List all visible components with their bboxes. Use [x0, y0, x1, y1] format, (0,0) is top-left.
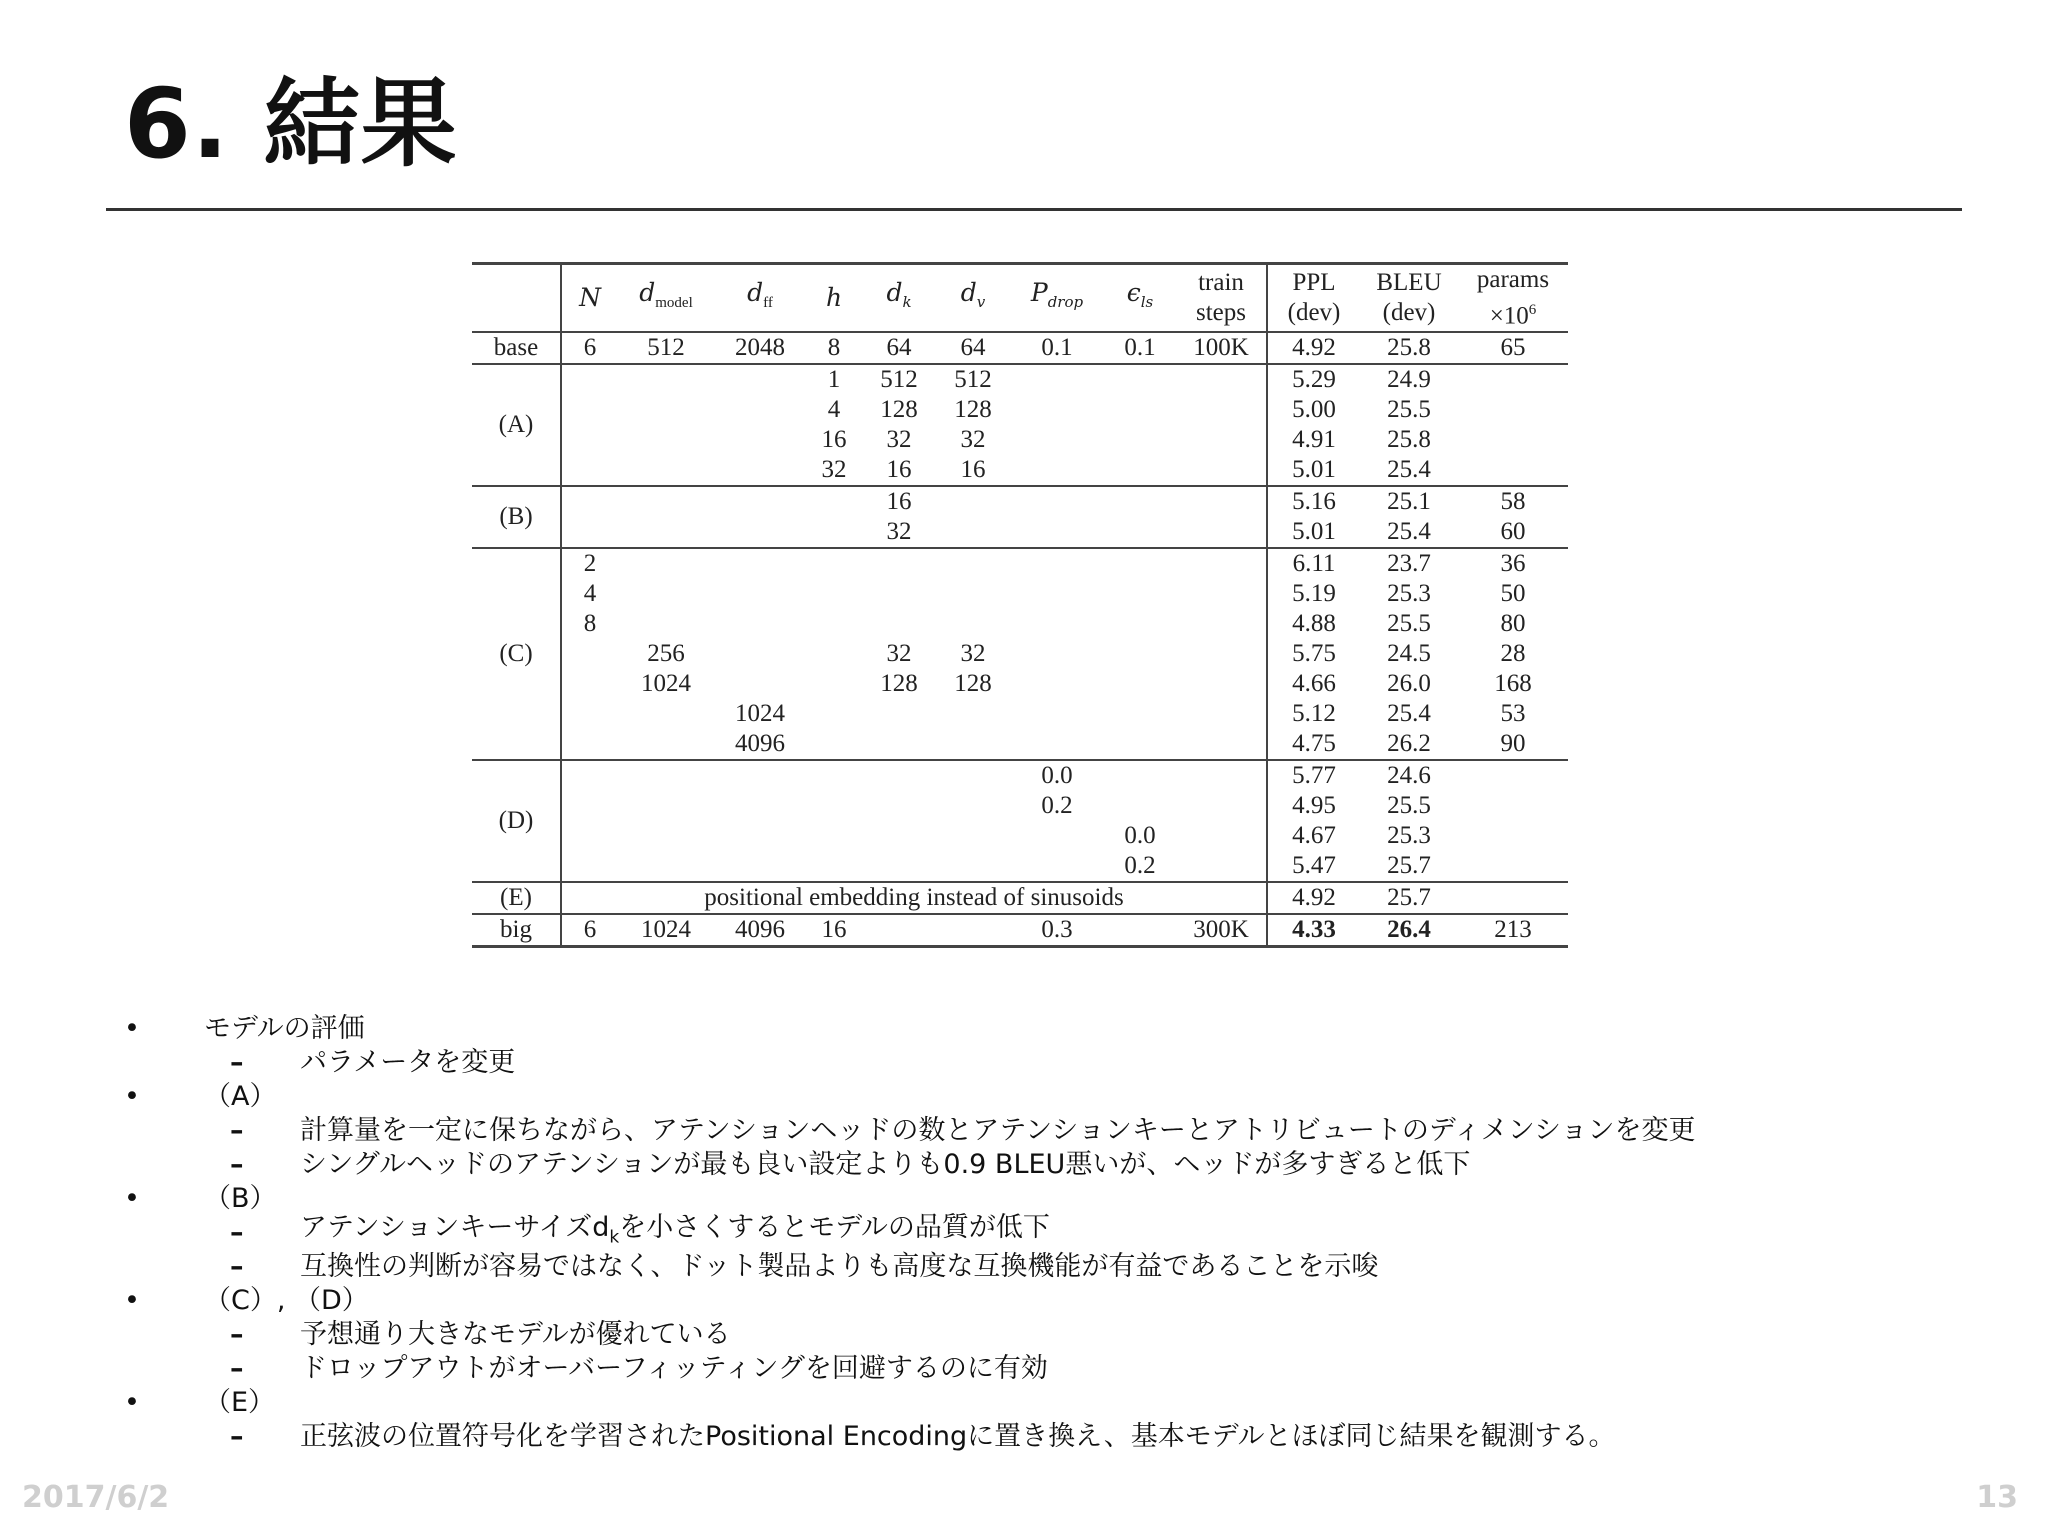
cell-dk: 32 — [886, 518, 912, 546]
header-dk: $d_k$ — [862, 264, 936, 333]
table-row-b — [472, 517, 1568, 548]
row-label: (A) — [472, 364, 561, 486]
cell-h: 16 — [821, 426, 847, 454]
bullet-marker: • — [124, 1183, 140, 1214]
cell-bleu: 25.3 — [1387, 822, 1431, 850]
cell-ppl: 5.01 — [1292, 456, 1336, 484]
table-row-c — [472, 609, 1568, 639]
cell-params: 50 — [1500, 580, 1526, 608]
cell-params: 53 — [1500, 700, 1526, 728]
cell-ppl: 4.67 — [1292, 822, 1336, 850]
cell-params: 60 — [1500, 518, 1526, 546]
cell-ppl: 5.16 — [1267, 486, 1360, 517]
header-empty-cell — [472, 264, 561, 333]
bullet-item — [120, 1012, 2000, 1046]
cell-pdrop: 0.2 — [1041, 792, 1073, 820]
cell-dff: 1024 — [735, 700, 785, 728]
table-row-b — [472, 486, 1568, 517]
cell-e-description: positional embedding instead of sinusoids — [561, 882, 1267, 914]
bullet-marker: • — [124, 1387, 140, 1418]
cell-h: 4 — [827, 396, 841, 424]
slide-title: 6. 結果 — [124, 68, 458, 180]
table-row-a — [472, 364, 1568, 395]
sub-bullet-text: 互換性の判断が容易ではなく、ドット製品よりも高度な互換機能が有益であることを示唆 — [300, 1251, 1379, 1282]
dash-marker: – — [230, 1115, 244, 1146]
cell-ppl: 4.95 — [1292, 792, 1336, 820]
cell-ppl: 5.19 — [1292, 580, 1336, 608]
row-label: (E) — [472, 882, 561, 914]
dash-marker: – — [230, 1319, 244, 1350]
sub-bullet-item — [120, 1114, 2000, 1148]
cell-N: 2 — [561, 548, 618, 579]
sub-bullet-item — [120, 1046, 2000, 1080]
cell-h: 8 — [806, 332, 862, 364]
cell-bleu: 25.3 — [1387, 580, 1431, 608]
cell-dk: 16 — [862, 486, 936, 517]
table-row-c — [472, 669, 1568, 699]
cell-dv: 16 — [960, 456, 986, 484]
cell-dv: 64 — [936, 332, 1010, 364]
cell-ppl: 5.47 — [1292, 852, 1336, 880]
cell-dmodel: 1024 — [641, 670, 691, 698]
sub-bullet-text: アテンションキーサイズ$d_k$を小さくするとモデルの品質が低下 — [300, 1212, 1050, 1248]
cell-els: 0.1 — [1104, 332, 1176, 364]
sub-bullet-text: 計算量を一定に保ちながら、アテンションヘッドの数とアテンションキーとアトリビュートのディメンションを変更 — [300, 1115, 1696, 1146]
cell-params: 65 — [1458, 332, 1568, 364]
cell-ppl: 5.01 — [1292, 518, 1336, 546]
header-dff: $d_{ff}$ — [714, 264, 806, 333]
header-pdrop: $P_{drop}$ — [1010, 264, 1104, 333]
dash-marker: – — [230, 1251, 244, 1282]
cell-ppl: 5.12 — [1292, 700, 1336, 728]
cell-dv: 32 — [960, 426, 986, 454]
cell-dmodel: 256 — [647, 640, 685, 668]
sub-bullet-text: シングルヘッドのアテンションが最も良い設定よりも0.9 BLEU悪いが、ヘッドが多すぎると低下 — [300, 1149, 1471, 1180]
cell-dk: 32 — [886, 640, 912, 668]
header-dv: $d_v$ — [936, 264, 1010, 333]
cell-N: 8 — [583, 610, 597, 638]
cell-bleu: 23.7 — [1360, 548, 1458, 579]
cell-ppl: 4.33 — [1267, 914, 1360, 947]
cell-params: 28 — [1500, 640, 1526, 668]
cell-ppl: 4.91 — [1292, 426, 1336, 454]
title-divider — [106, 208, 1962, 211]
cell-dk: 64 — [862, 332, 936, 364]
dash-marker: – — [230, 1217, 244, 1248]
header-ppl: PPL (dev) — [1267, 264, 1360, 333]
cell-N: 6 — [561, 914, 618, 947]
header-train-steps: train steps — [1176, 264, 1267, 333]
cell-ppl: 6.11 — [1267, 548, 1360, 579]
cell-ppl: 4.92 — [1267, 332, 1360, 364]
cell-steps: 300K — [1176, 914, 1267, 947]
cell-bleu: 25.5 — [1387, 792, 1431, 820]
cell-dk: 32 — [886, 426, 912, 454]
cell-bleu: 26.0 — [1387, 670, 1431, 698]
table-row-c — [472, 729, 1568, 760]
sub-bullet-item — [120, 1250, 2000, 1284]
cell-params: 213 — [1458, 914, 1568, 947]
table-row-d — [472, 851, 1568, 882]
cell-bleu: 25.8 — [1360, 332, 1458, 364]
header-params: params $\times 10^6$ — [1458, 264, 1568, 333]
cell-ppl: 5.29 — [1267, 364, 1360, 395]
sub-bullet-item — [120, 1420, 2000, 1454]
cell-bleu: 25.7 — [1387, 852, 1431, 880]
results-table — [472, 262, 1568, 948]
cell-ppl: 5.00 — [1292, 396, 1336, 424]
row-label: base — [472, 332, 561, 364]
table-row-c — [472, 548, 1568, 579]
table-row-big — [472, 914, 1568, 947]
dash-marker: – — [230, 1149, 244, 1180]
cell-pdrop: 0.0 — [1010, 760, 1104, 791]
cell-ppl: 4.75 — [1292, 730, 1336, 758]
cell-params: 168 — [1494, 670, 1532, 698]
table-row-base — [472, 332, 1568, 364]
cell-bleu: 25.4 — [1387, 518, 1431, 546]
sub-bullet-item — [120, 1318, 2000, 1352]
cell-els: 0.0 — [1124, 822, 1156, 850]
cell-dff: 4096 — [735, 730, 785, 758]
cell-dk: 512 — [862, 364, 936, 395]
bullet-item — [120, 1284, 2000, 1318]
cell-params: 36 — [1458, 548, 1568, 579]
cell-pdrop: 0.3 — [1010, 914, 1104, 947]
cell-steps: 100K — [1176, 332, 1267, 364]
sub-bullet-text: 正弦波の位置符号化を学習されたPositional Encodingに置き換え、基本モデルとほぼ同じ結果を観測する。 — [300, 1421, 1616, 1452]
cell-bleu: 25.4 — [1387, 700, 1431, 728]
cell-N: 6 — [561, 332, 618, 364]
bullet-text: （E） — [204, 1387, 276, 1418]
cell-params: 80 — [1500, 610, 1526, 638]
cell-ppl: 4.66 — [1292, 670, 1336, 698]
bullet-marker: • — [124, 1081, 140, 1112]
cell-bleu: 25.1 — [1360, 486, 1458, 517]
table-row-a — [472, 425, 1568, 455]
cell-dmodel: 512 — [618, 332, 714, 364]
sub-bullet-text: 予想通り大きなモデルが優れている — [300, 1319, 731, 1350]
table-row-c — [472, 639, 1568, 669]
cell-dv: 512 — [936, 364, 1010, 395]
cell-bleu: 26.2 — [1387, 730, 1431, 758]
cell-dv: 128 — [954, 670, 992, 698]
cell-h: 1 — [806, 364, 862, 395]
table-row-a — [472, 395, 1568, 425]
cell-params: 90 — [1500, 730, 1526, 758]
bullet-text: モデルの評価 — [204, 1013, 365, 1044]
sub-bullet-item — [120, 1148, 2000, 1182]
dash-marker: – — [230, 1353, 244, 1384]
cell-dv: 128 — [954, 396, 992, 424]
bullet-item — [120, 1386, 2000, 1420]
page-number: 13 — [1976, 1480, 2018, 1515]
bullet-text: （C）, （D） — [204, 1285, 369, 1316]
cell-dk: 128 — [880, 670, 918, 698]
table-row-d — [472, 821, 1568, 851]
cell-params: 58 — [1458, 486, 1568, 517]
row-label: (B) — [472, 486, 561, 548]
cell-bleu: 24.5 — [1387, 640, 1431, 668]
row-label: (D) — [472, 760, 561, 882]
cell-bleu: 25.5 — [1387, 396, 1431, 424]
cell-h: 32 — [821, 456, 847, 484]
cell-pdrop: 0.1 — [1010, 332, 1104, 364]
cell-bleu: 25.4 — [1387, 456, 1431, 484]
cell-ppl: 5.75 — [1292, 640, 1336, 668]
bullet-list — [120, 1012, 2000, 1454]
header-N: N — [561, 264, 618, 333]
bullet-marker: • — [124, 1013, 140, 1044]
cell-bleu: 25.5 — [1387, 610, 1431, 638]
header-epsilon-ls: $\epsilon_{ls}$ — [1104, 264, 1176, 333]
cell-ppl: 5.77 — [1267, 760, 1360, 791]
cell-dv: 32 — [960, 640, 986, 668]
cell-els: 0.2 — [1124, 852, 1156, 880]
sub-bullet-item — [120, 1352, 2000, 1386]
cell-bleu: 26.4 — [1360, 914, 1458, 947]
sub-bullet-item — [120, 1212, 2000, 1250]
cell-dff: 2048 — [714, 332, 806, 364]
dash-marker: – — [230, 1421, 244, 1452]
bullet-item — [120, 1080, 2000, 1114]
cell-dk: 128 — [880, 396, 918, 424]
cell-dff: 4096 — [714, 914, 806, 947]
footer-date: 2017/6/2 — [22, 1480, 170, 1515]
cell-h: 16 — [806, 914, 862, 947]
table-header-row — [472, 264, 1568, 333]
bullet-text: （B） — [204, 1183, 277, 1214]
cell-bleu: 24.9 — [1360, 364, 1458, 395]
row-label: big — [472, 914, 561, 947]
cell-N: 4 — [583, 580, 597, 608]
table-row-a — [472, 455, 1568, 486]
cell-dk: 16 — [886, 456, 912, 484]
table-row-d — [472, 760, 1568, 791]
table-row-c — [472, 699, 1568, 729]
header-bleu: BLEU (dev) — [1360, 264, 1458, 333]
header-dmodel: $d_{model}$ — [618, 264, 714, 333]
cell-bleu: 25.8 — [1387, 426, 1431, 454]
table-row-e — [472, 882, 1568, 914]
row-label: (C) — [472, 548, 561, 760]
sub-bullet-text: ドロップアウトがオーバーフィッティングを回避するのに有効 — [300, 1353, 1048, 1384]
table-row-c — [472, 579, 1568, 609]
dash-marker: – — [230, 1047, 244, 1078]
bullet-marker: • — [124, 1285, 140, 1316]
bullet-text: （A） — [204, 1081, 277, 1112]
cell-dmodel: 1024 — [618, 914, 714, 947]
cell-ppl: 4.88 — [1292, 610, 1336, 638]
cell-bleu: 24.6 — [1360, 760, 1458, 791]
table-row-d — [472, 791, 1568, 821]
sub-bullet-text: パラメータを変更 — [300, 1047, 516, 1078]
header-h: h — [806, 264, 862, 333]
cell-bleu: 25.7 — [1360, 882, 1458, 914]
cell-ppl: 4.92 — [1267, 882, 1360, 914]
